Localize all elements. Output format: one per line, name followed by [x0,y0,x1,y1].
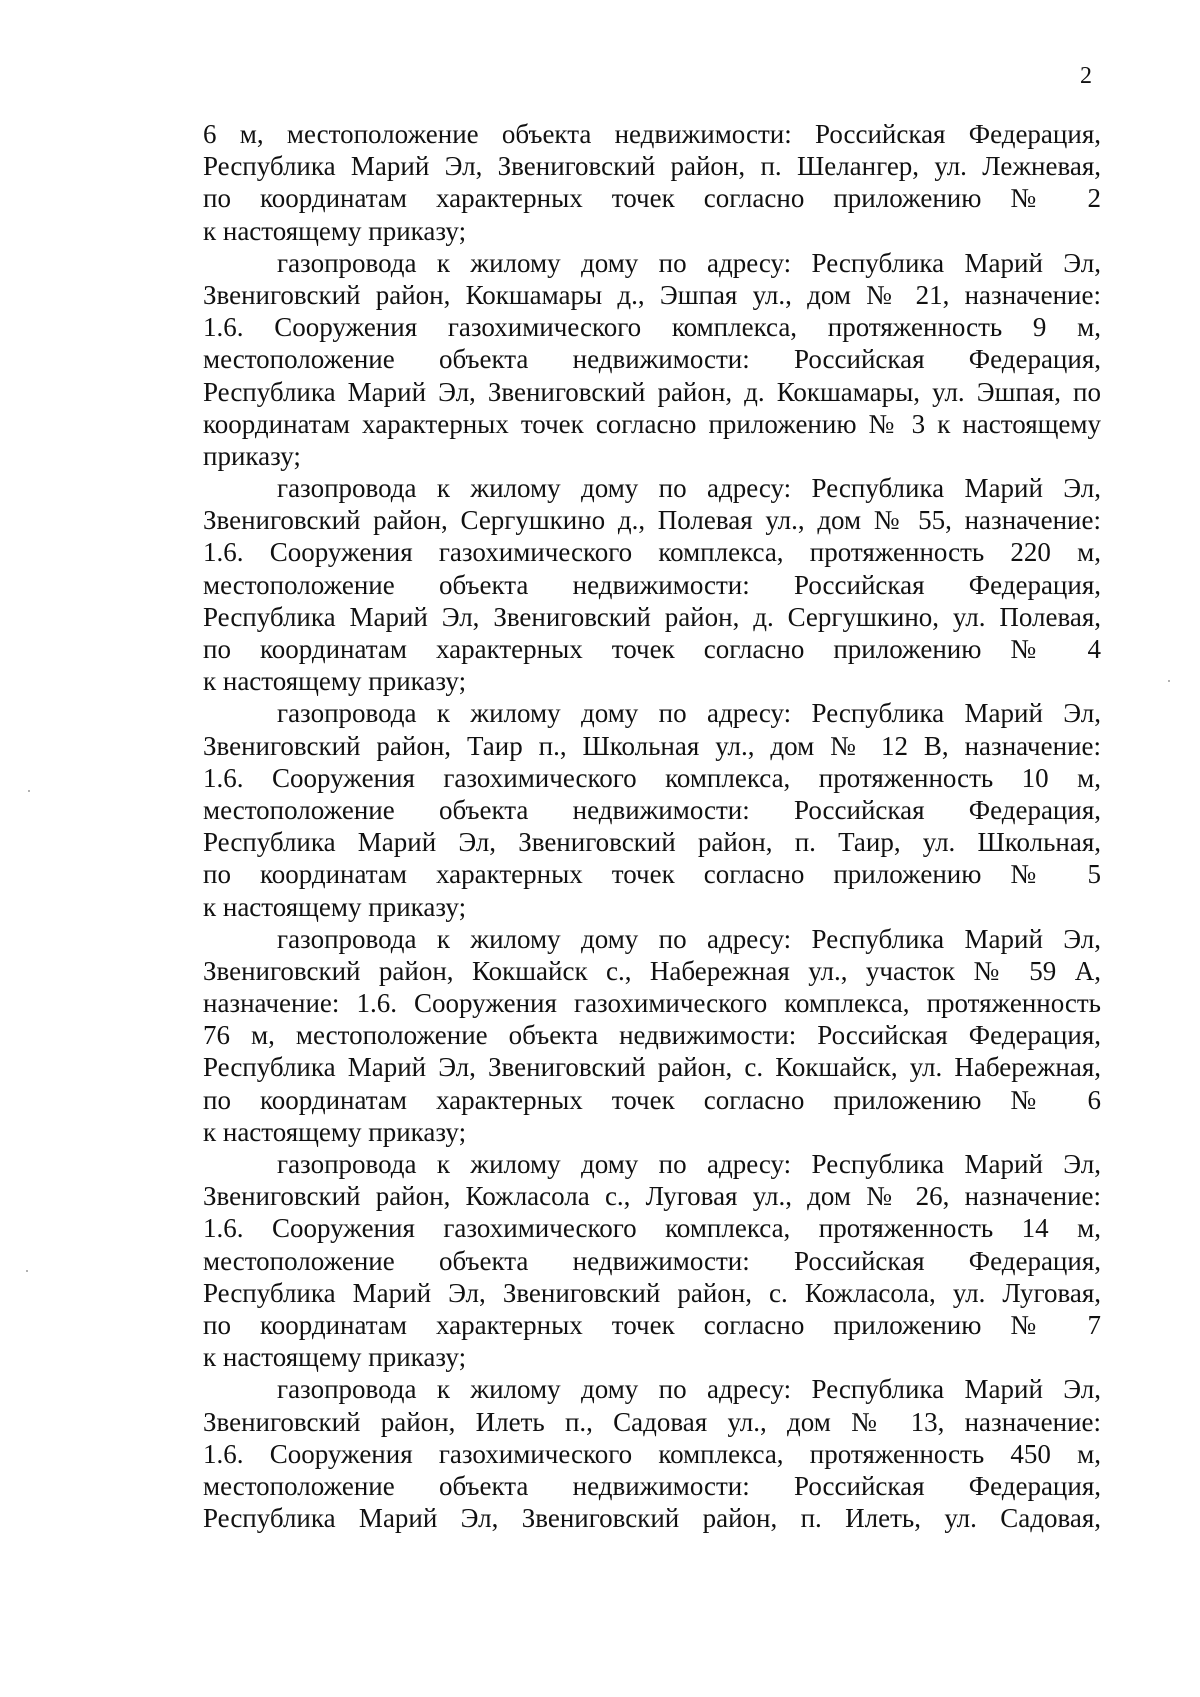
paragraph [203,472,1101,697]
text-line: газопровода к жилому дому по адресу: Республика Марий Эл, [277,1374,1101,1405]
document-body [203,118,1101,1534]
text-line: местоположение объекта недвижимости: Российская Федерация, [203,1470,1101,1501]
text-line: по координатам характерных точек согласно приложению № 2 [203,183,1101,214]
text-line: 1.6. Сооружения газохимического комплекса, протяженность 10 м, [203,762,1101,793]
text-line: 6 м, местоположение объекта недвижимости: Российская Федерация, [203,119,1101,149]
text-line: по координатам характерных точек согласно приложению № 7 [203,1309,1101,1340]
text-line: к настоящему приказу; [203,1342,467,1373]
text-line: Республика Марий Эл, Звениговский район, д. Сергушкино, ул. Полевая, [203,601,1101,632]
text-line: приказу; [203,440,301,471]
text-line: Звениговский район, Сергушкино д., Полевая ул., дом № 55, назначение: [203,505,1101,536]
text-line: местоположение объекта недвижимости: Российская Федерация, [203,569,1101,600]
text-line: газопровода к жилому дому по адресу: Республика Марий Эл, [277,923,1101,954]
paragraph [203,118,1101,247]
text-line: газопровода к жилому дому по адресу: Республика Марий Эл, [277,1149,1101,1179]
text-line: 1.6. Сооружения газохимического комплекса, протяженность 9 м, [203,312,1101,343]
page-number: 2 [1080,63,1092,89]
text-line: Звениговский район, Кокшамары д., Эшпая ул., дом № 21, назначение: [203,279,1101,310]
text-line: Республика Марий Эл, Звениговский район, п. Шелангер, ул. Лежневая, [203,151,1101,182]
text-line: 1.6. Сооружения газохимического комплекса, протяженность 14 м, [203,1213,1101,1244]
scan-speck [1168,680,1170,682]
text-line: по координатам характерных точек согласно приложению № 6 [203,1084,1101,1115]
paragraph [203,1373,1101,1534]
paragraph [203,247,1101,472]
text-line: к настоящему приказу; [203,666,467,697]
text-line: к настоящему приказу; [203,1116,467,1147]
text-line: газопровода к жилому дому по адресу: Республика Марий Эл, [277,473,1101,504]
text-line: 1.6. Сооружения газохимического комплекса, протяженность 220 м, [203,537,1101,568]
scan-speck [26,1270,28,1272]
paragraph [203,697,1101,922]
paragraph [203,1148,1101,1373]
text-line: Звениговский район, Таир п., Школьная ул., дом № 12 В, назначение: [203,730,1101,761]
text-line: 1.6. Сооружения газохимического комплекса, протяженность 450 м, [203,1438,1101,1469]
text-line: Республика Марий Эл, Звениговский район, с. Кокшайск, ул. Набережная, [203,1052,1101,1083]
text-line: назначение: 1.6. Сооружения газохимического комплекса, протяженность [203,988,1101,1019]
text-line: газопровода к жилому дому по адресу: Республика Марий Эл, [277,247,1101,278]
text-line: местоположение объекта недвижимости: Российская Федерация, [203,1245,1101,1276]
text-line: Республика Марий Эл, Звениговский район, д. Кокшамары, ул. Эшпая, по [203,376,1101,407]
paragraph [203,923,1101,1148]
text-line: к настоящему приказу; [203,215,467,246]
text-line: по координатам характерных точек согласно приложению № 5 [203,859,1101,890]
scan-speck [28,790,30,792]
text-line: Звениговский район, Кожласола с., Луговая ул., дом № 26, назначение: [203,1181,1101,1212]
text-line: газопровода к жилому дому по адресу: Республика Марий Эл, [277,698,1101,729]
text-line: Республика Марий Эл, Звениговский район, п. Илеть, ул. Садовая, [203,1503,1101,1534]
text-line: Республика Марий Эл, Звениговский район, п. Таир, ул. Школьная, [203,827,1101,858]
text-line: Республика Марий Эл, Звениговский район, с. Кожласола, ул. Луговая, [203,1277,1101,1308]
text-line: Звениговский район, Кокшайск с., Набережная ул., участок № 59 А, [203,955,1101,986]
text-line: местоположение объекта недвижимости: Российская Федерация, [203,794,1101,825]
text-line: 76 м, местоположение объекта недвижимости: Российская Федерация, [203,1020,1101,1051]
text-line: координатам характерных точек согласно приложению № 3 к настоящему [203,408,1101,439]
text-line: по координатам характерных точек согласно приложению № 4 [203,634,1101,664]
text-line: Звениговский район, Илеть п., Садовая ул., дом № 13, назначение: [203,1406,1101,1437]
text-line: местоположение объекта недвижимости: Российская Федерация, [203,344,1101,375]
text-line: к настоящему приказу; [203,891,467,922]
